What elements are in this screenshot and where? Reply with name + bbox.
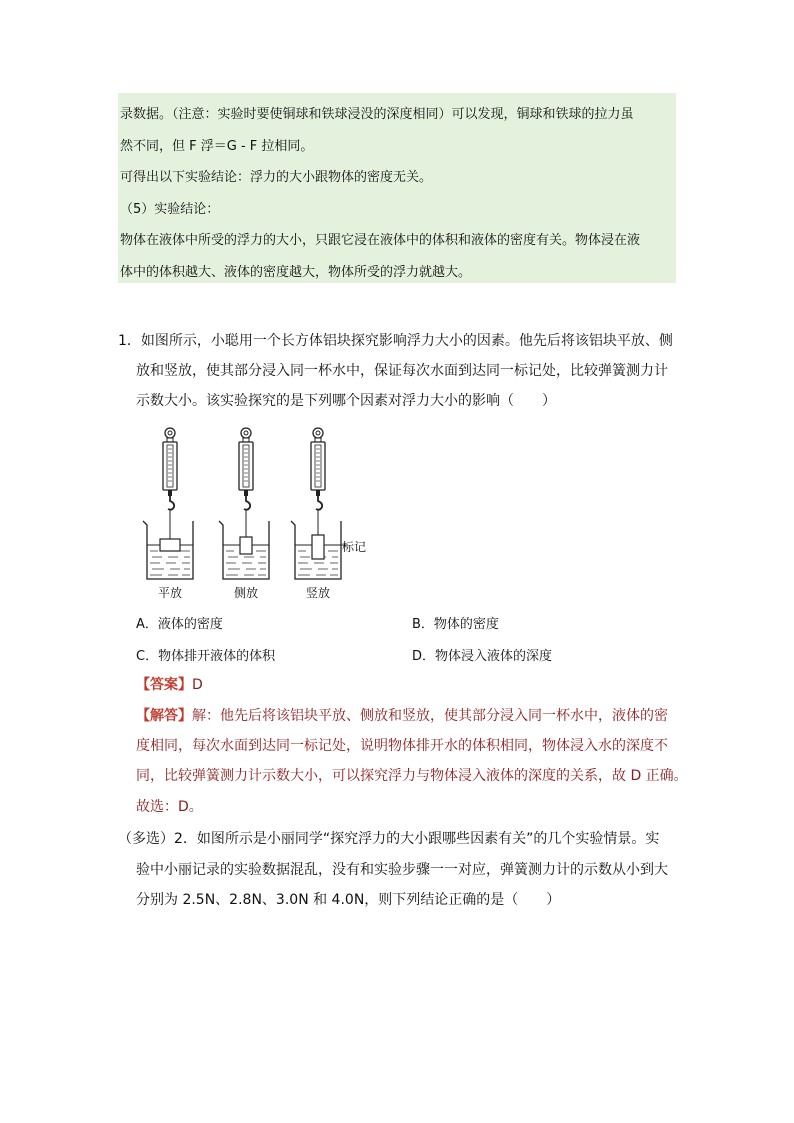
option-c[interactable]: C．物体排开液体的体积: [136, 649, 276, 664]
q1-figure: [130, 425, 380, 605]
option-b[interactable]: B．物体的密度: [412, 617, 499, 632]
summary-line-5: 物体在液体中所受的浮力的大小，只跟它浸在液体中的体积和液体的密度有关。物体浸在液: [120, 233, 641, 248]
q1-line-3: 示数大小。该实验探究的是下列哪个因素对浮力大小的影响（ ）: [136, 393, 556, 409]
answer-tag: 【答案】: [136, 677, 192, 693]
setup-side: [219, 428, 269, 579]
summary-box: [118, 93, 676, 283]
analysis-tag: 【解答】: [136, 708, 192, 724]
answer-row: [136, 671, 203, 700]
q1-line-2: 放和竖放，使其部分浸入同一杯水中，保证每次水面到达同一标记处，比较弹簧测力计: [136, 363, 668, 379]
label-upright: 竖放: [306, 586, 331, 600]
summary-line-4: （5）实验结论：: [120, 201, 220, 217]
q1-line-1: 1．如图所示，小聪用一个长方体铝块探究影响浮力大小的因素。他先后将该铝块平放、侧: [118, 333, 673, 349]
label-flat: 平放: [158, 586, 183, 600]
q2-line-1: （多选）2．如图所示是小丽同学“探究浮力的大小跟哪些因素有关”的几个实验情景。实: [118, 831, 660, 847]
answer-value: D: [192, 677, 203, 693]
label-side: 侧放: [234, 586, 259, 600]
summary-line-2: 然不同，但 F 浮＝G - F 拉相同。: [120, 138, 314, 154]
analysis-line-3: 同，比较弹簧测力计示数大小，可以探究浮力与物体浸入液体的深度的关系，故 D 正确。: [136, 768, 688, 784]
q2-line-3: 分别为 2.5N、2.8N、3.0N 和 4.0N，则下列结论正确的是（ ）: [136, 892, 561, 908]
setup-flat: [143, 428, 193, 579]
summary-line-3: 可得出以下实验结论：浮力的大小跟物体的密度无关。: [120, 170, 433, 185]
summary-line-6: 体中的体积越大、液体的密度越大，物体所受的浮力就越大。: [120, 264, 472, 280]
setup-upright: [291, 428, 348, 579]
analysis-line-1: [136, 702, 668, 731]
q2-line-2: 验中小丽记录的实验数据混乱，没有和实验步骤一一对应，弹簧测力计的示数从小到大: [136, 862, 668, 878]
option-a[interactable]: A．液体的密度: [136, 617, 223, 632]
analysis-text-1: 解：他先后将该铝块平放、侧放和竖放，使其部分浸入同一杯水中，液体的密: [192, 708, 668, 724]
analysis-line-4: 故选：D。: [136, 799, 203, 815]
summary-line-1: 录数据。（注意：实验时要使铜球和铁球浸没的深度相同）可以发现，铜球和铁球的拉力虽: [120, 107, 634, 122]
analysis-line-2: 度相同，每次水面到达同一标记处，说明物体排开水的体积相同，物体浸入水的深度不: [136, 738, 668, 754]
option-d[interactable]: D．物体浸入液体的深度: [412, 649, 553, 664]
label-mark: 标记: [342, 540, 367, 554]
